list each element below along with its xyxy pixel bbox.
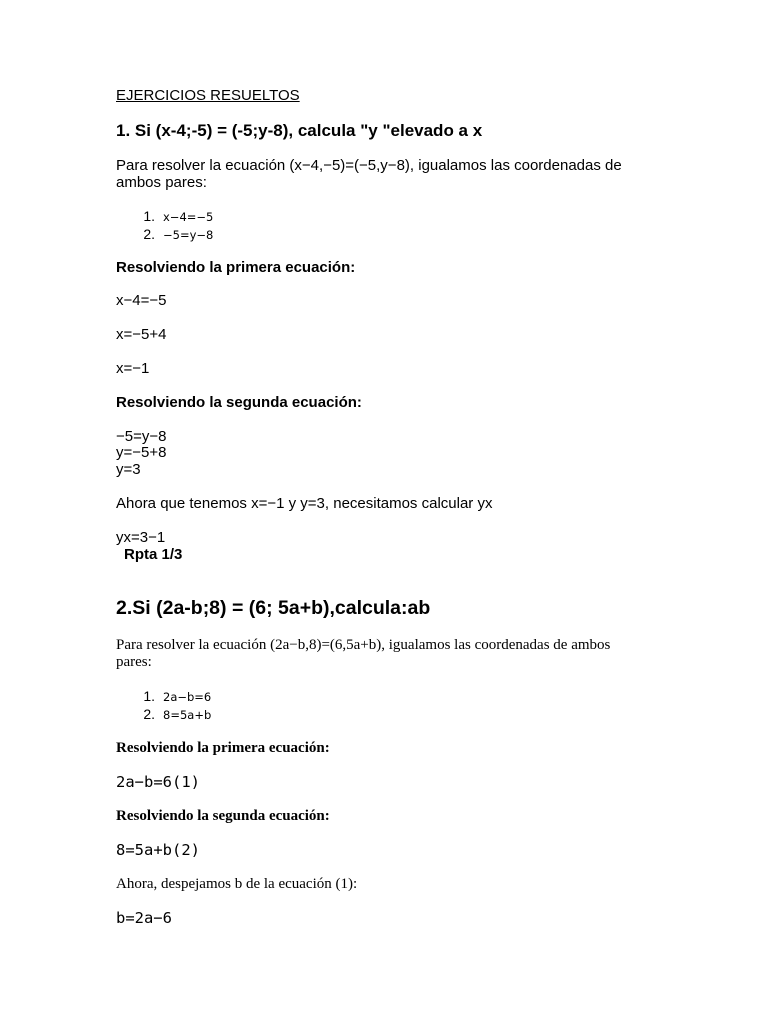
exercise-2-equation-2: 8=5a+b(2) <box>116 841 200 859</box>
exercise-1-answer: Rpta 1/3 <box>124 546 183 563</box>
exercise-1-now-text: Ahora que tenemos x=−1 y y=3, necesitamos calcular yx <box>116 495 493 512</box>
exercise-1-intro-line-1: Para resolver la ecuación (x−4,−5)=(−5,y−8), igualamos las coordenadas de <box>116 157 622 174</box>
exercise-1-subheading-first: Resolviendo la primera ecuación: <box>116 259 356 276</box>
document-heading: EJERCICIOS RESUELTOS <box>116 87 300 104</box>
exercise-1-step: y=3 <box>116 461 141 478</box>
exercise-1-step: x−4=−5 <box>116 292 167 309</box>
exercise-1-title: 1. Si (x-4;-5) = (-5;y-8), calcula "y "elevado a x <box>116 121 483 140</box>
exercise-2-intro-line-1: Para resolver la ecuación (2a−b,8)=(6,5a+b), igualamos las coordenadas de ambos <box>116 637 611 653</box>
exercise-2-equation-1: 2a−b=6(1) <box>116 773 200 791</box>
list-number: 2. <box>143 706 155 722</box>
list-number: 2. <box>143 226 155 242</box>
exercise-1-step: y=−5+8 <box>116 444 167 461</box>
exercise-1-list-item <box>143 226 214 244</box>
exercise-1-step: −5=y−8 <box>116 428 167 445</box>
list-text: 8=5a+b <box>163 708 212 722</box>
exercise-2-subheading-second: Resolviendo la segunda ecuación: <box>116 808 330 824</box>
list-number: 1. <box>143 688 155 704</box>
exercise-2-intro-line-2: pares: <box>116 654 152 670</box>
exercise-1-result: yx=3−1 <box>116 529 166 546</box>
exercise-2-despeje-text: Ahora, despejamos b de la ecuación (1): <box>116 876 358 892</box>
exercise-2-subheading-first: Resolviendo la primera ecuación: <box>116 740 330 756</box>
list-text: −5=y−8 <box>163 228 214 242</box>
exercise-1-subheading-second: Resolviendo la segunda ecuación: <box>116 394 362 411</box>
exercise-2-title: 2.Si (2a-b;8) = (6; 5a+b),calcula:ab <box>116 597 431 619</box>
exercise-1-intro-line-2: ambos pares: <box>116 174 207 191</box>
exercise-2-equation-3: b=2a−6 <box>116 909 172 927</box>
list-text: x−4=−5 <box>163 210 214 224</box>
list-text: 2a−b=6 <box>163 690 212 704</box>
exercise-1-step: x=−5+4 <box>116 326 167 343</box>
exercise-1-list-item <box>143 208 214 226</box>
list-number: 1. <box>143 208 155 224</box>
exercise-2-list-item <box>143 688 212 706</box>
exercise-2-list-item <box>143 706 212 724</box>
exercise-1-step: x=−1 <box>116 360 150 377</box>
